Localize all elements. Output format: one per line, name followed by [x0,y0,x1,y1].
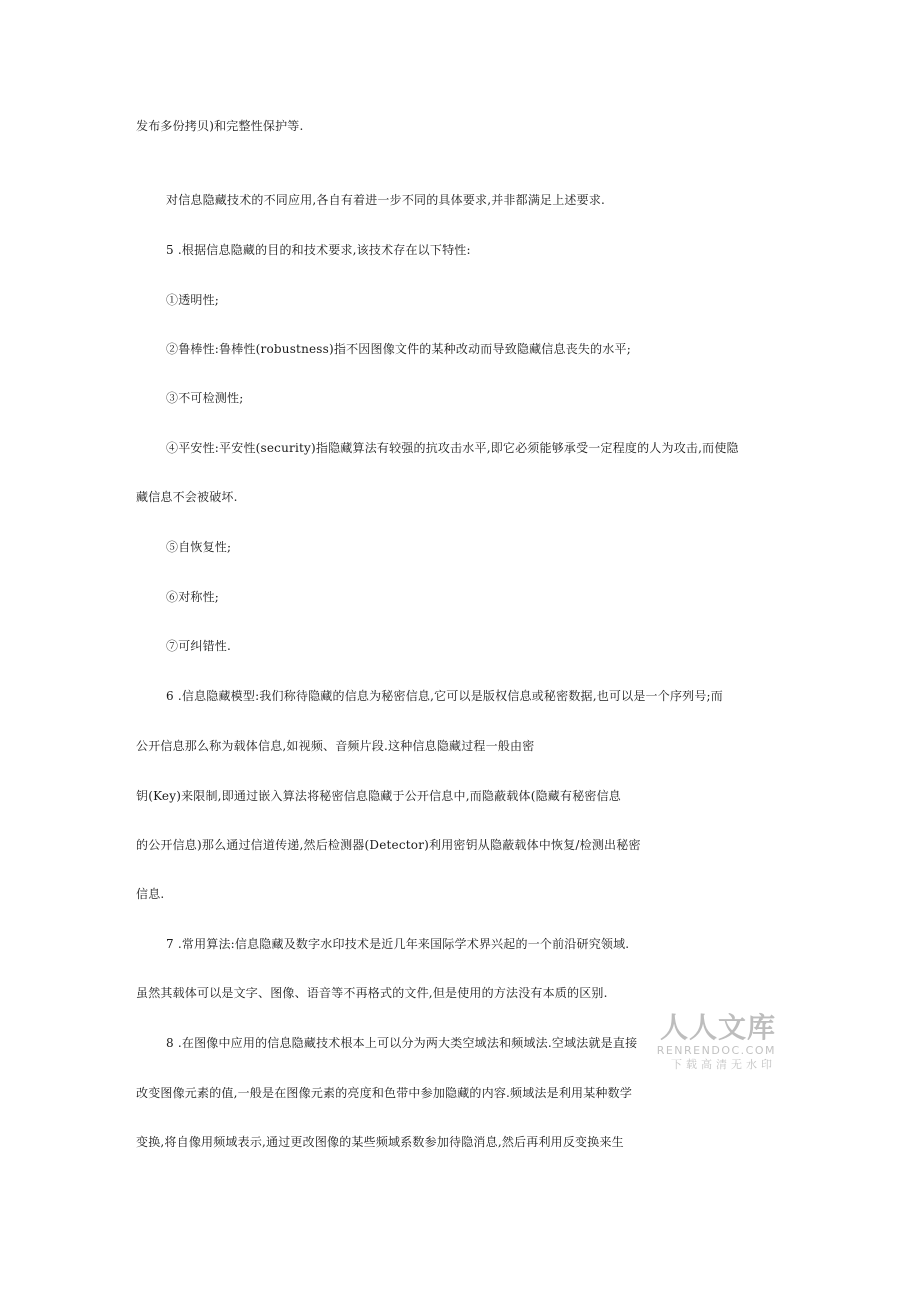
text-line: 变换,将自像用频域表示,通过更改图像的某些频域系数参加待隐消息,然后再利用反变换来生 [136,1135,624,1149]
text-line: 公开信息那么称为载体信息,如视频、音频片段.这种信息隐藏过程一般由密 [136,739,535,753]
text-line: ⑤自恢复性; [166,540,232,554]
text-line: ②鲁棒性:鲁棒性(robustness)指不因图像文件的某种改动而导致隐藏信息丧失的水平; [166,342,631,356]
renrendoc-watermark [646,1012,776,1080]
text-line: ①透明性; [166,293,220,307]
text-line: 信息. [136,887,165,901]
text-line: 藏信息不会被破坏. [136,490,238,504]
watermark-domain: RENRENDOC.COM [656,1044,776,1057]
text-line: ③不可检测性; [166,391,244,405]
text-line: 钥(Key)来限制,即通过嵌入算法将秘密信息隐藏于公开信息中,而隐蔽载体(隐藏有秘密信息 [136,789,622,803]
text-line: 对信息隐藏技术的不同应用,各自有着进一步不同的具体要求,并非都满足上述要求. [166,193,606,207]
text-line: 8 .在图像中应用的信息隐藏技术根本上可以分为两大类空域法和频域法.空域法就是直接 [166,1036,638,1050]
text-line: 的公开信息)那么通过信道传递,然后检测器(Detector)利用密钥从隐蔽载体中恢复/检测出秘密 [136,838,641,852]
watermark-title: 人人文库 [659,1011,776,1044]
watermark-slogan: 下载高清无水印 [671,1058,776,1071]
text-line: 6 .信息隐藏模型:我们称待隐藏的信息为秘密信息,它可以是版权信息或秘密数据,也可以是一个序列号;而 [166,689,723,703]
text-line: 虽然其载体可以是文字、图像、语音等不再格式的文件,但是使用的方法没有本质的区别. [136,986,608,1000]
text-line: ④平安性:平安性(security)指隐藏算法有较强的抗攻击水平,即它必须能够承受一定程度的人为攻击,而使隐 [166,441,739,455]
text-line: 7 .常用算法:信息隐藏及数字水印技术是近几年来国际学术界兴起的一个前沿研究领域. [166,937,630,951]
text-line: ⑦可纠错性. [166,639,232,653]
text-line: 5 .根据信息隐藏的目的和技术要求,该技术存在以下特性: [166,243,471,257]
text-line: 改变图像元素的值,一般是在图像元素的亮度和色带中参加隐藏的内容.频域法是利用某种数学 [136,1086,633,1100]
text-line: ⑥对称性; [166,590,220,604]
text-line: 发布多份拷贝)和完整性保护等. [136,119,304,133]
